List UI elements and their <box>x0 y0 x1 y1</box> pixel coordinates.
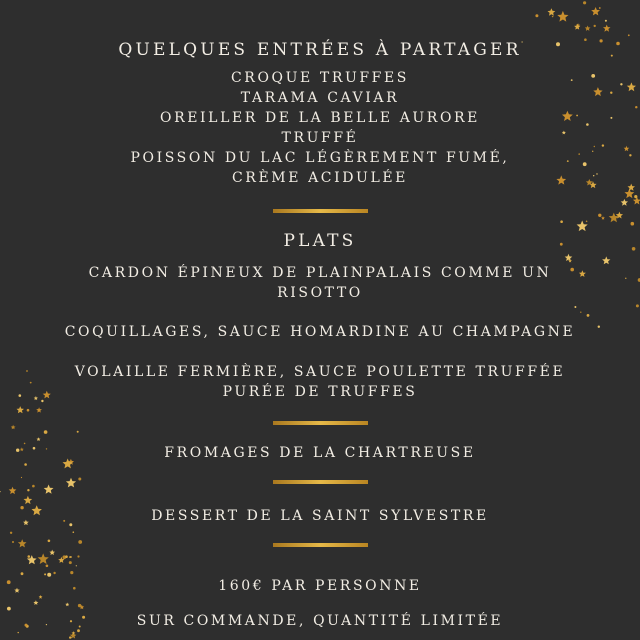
sparkle-star <box>568 259 572 263</box>
sparkle-dot <box>44 573 46 575</box>
sparkle-star <box>17 406 25 413</box>
sparkle-star <box>601 216 605 220</box>
sparkle-dot <box>587 314 590 317</box>
dessert-item: DESSERT DE LA SAINT SYLVESTRE <box>151 508 489 524</box>
sparkle-dot <box>634 195 637 198</box>
sparkle-star <box>70 632 77 638</box>
sparkle-dot <box>24 463 27 466</box>
entree-item: POISSON DU LAC LÉGÈREMENT FUMÉ, <box>130 150 510 166</box>
sparkle-dot <box>636 304 639 307</box>
sparkle-star <box>18 539 27 547</box>
sparkle-star <box>38 553 49 564</box>
sparkle-star <box>557 11 568 22</box>
sparkle-dot <box>47 573 51 577</box>
sparkle-dot <box>70 556 72 558</box>
sparkle-star <box>27 555 37 564</box>
sparkle-dot <box>0 491 1 492</box>
sparkle-dot <box>12 541 14 543</box>
sparkle-dot <box>598 214 601 217</box>
sparkle-dot <box>583 1 586 4</box>
sparkle-star <box>565 254 573 261</box>
sparkle-dot <box>69 556 70 557</box>
sparkle-star <box>577 221 588 232</box>
sparkle-dot <box>32 485 35 488</box>
sparkle-dot <box>65 555 68 558</box>
sparkle-dot <box>560 220 563 223</box>
sparkle-star <box>585 26 591 31</box>
gold-divider <box>273 480 368 484</box>
sparkle-star <box>11 425 16 430</box>
sparkle-dot <box>574 306 576 308</box>
entree-item: CRÈME ACIDULÉE <box>232 170 408 186</box>
sparkle-dot <box>46 565 49 568</box>
sparkle-dot <box>594 25 596 27</box>
plat-item: PURÉE DE TRUFFES <box>222 384 418 400</box>
entree-item: OREILLER DE LA BELLE AURORE <box>160 110 480 126</box>
order-note: SUR COMMANDE, QUANTITÉ LIMITÉE <box>136 613 504 629</box>
sparkle-dot <box>78 478 81 481</box>
gold-divider <box>273 543 368 547</box>
sparkle-star <box>603 25 611 32</box>
sparkle-star <box>39 595 43 599</box>
fromages-item: FROMAGES DE LA CHARTREUSE <box>164 445 476 461</box>
sparkle-dot <box>27 409 30 412</box>
price-text: 160€ PAR PERSONNE <box>218 578 422 594</box>
sparkle-dot <box>44 430 48 434</box>
entree-item: TRUFFÉ <box>281 130 359 146</box>
sparkle-star <box>80 605 85 609</box>
sparkle-dot <box>535 14 538 17</box>
entree-item: CROQUE TRUFFES <box>231 70 409 86</box>
entree-item: TARAMA CAVIAR <box>240 90 400 106</box>
sparkle-star <box>591 7 600 15</box>
gold-divider <box>273 209 368 213</box>
sparkle-dot <box>599 7 601 9</box>
sparkle-star <box>72 631 76 635</box>
sparkle-dot <box>594 146 595 147</box>
sparkle-star <box>66 478 76 488</box>
sparkle-star <box>633 197 640 205</box>
sparkle-dot <box>21 477 22 478</box>
sparkle-star <box>44 485 54 494</box>
sparkle-dot <box>77 555 79 557</box>
sparkle-star <box>65 603 69 607</box>
sparkle-star <box>602 256 610 264</box>
sparkle-star <box>548 8 556 16</box>
entrees-heading: QUELQUES ENTRÉES À PARTAGER <box>118 40 522 60</box>
sparkle-dot <box>73 531 75 533</box>
sparkle-star <box>33 600 38 605</box>
sparkle-dot <box>18 632 19 633</box>
sparkle-dot <box>27 489 29 491</box>
sparkle-dot <box>586 221 588 223</box>
plats-heading: PLATS <box>283 231 357 251</box>
sparkle-star <box>576 23 580 27</box>
sparkle-dot <box>76 565 77 566</box>
sparkle-star <box>58 557 64 563</box>
plat-item: COQUILLAGES, SAUCE HOMARDINE AU CHAMPAGNE <box>64 324 576 340</box>
plat-item: VOLAILLE FERMIÈRE, SAUCE POULETTE TRUFFÉE <box>74 364 566 380</box>
sparkle-dot <box>552 16 554 18</box>
sparkle-star <box>36 407 42 412</box>
sparkle-dot <box>77 629 80 632</box>
sparkle-dot <box>628 34 630 36</box>
sparkle-dot <box>10 532 12 534</box>
sparkle-dot <box>78 604 81 607</box>
sparkle-dot <box>77 431 79 433</box>
sparkle-dot <box>21 572 24 575</box>
sparkle-dot <box>635 106 637 108</box>
sparkle-dot <box>605 20 607 22</box>
sparkle-dot <box>78 540 82 544</box>
sparkle-star <box>49 550 55 555</box>
sparkle-dot <box>24 443 26 445</box>
sparkle-star <box>37 437 41 441</box>
sparkle-dot <box>63 555 67 559</box>
sparkle-dot <box>69 636 71 638</box>
sparkle-dot <box>580 312 581 313</box>
plat-item: RISOTTO <box>277 285 363 301</box>
sparkle-star <box>621 199 628 206</box>
sparkle-dot <box>48 540 51 543</box>
sparkle-star <box>66 462 71 467</box>
sparkle-star <box>609 213 619 223</box>
sparkle-dot <box>28 555 31 558</box>
sparkle-dot <box>7 607 11 611</box>
sparkle-star <box>616 212 623 219</box>
sparkle-star <box>9 487 17 494</box>
sparkle-dot <box>41 400 43 402</box>
sparkle-dot <box>631 222 635 226</box>
sparkle-star <box>625 189 635 198</box>
plat-item: CARDON ÉPINEUX DE PLAINPALAIS COMME UN <box>88 265 552 281</box>
sparkle-dot <box>53 572 55 574</box>
sparkle-star <box>574 24 580 30</box>
sparkle-star <box>24 496 33 504</box>
sparkle-dot <box>70 571 73 574</box>
sparkle-dot <box>69 561 72 564</box>
gold-divider <box>273 421 368 425</box>
